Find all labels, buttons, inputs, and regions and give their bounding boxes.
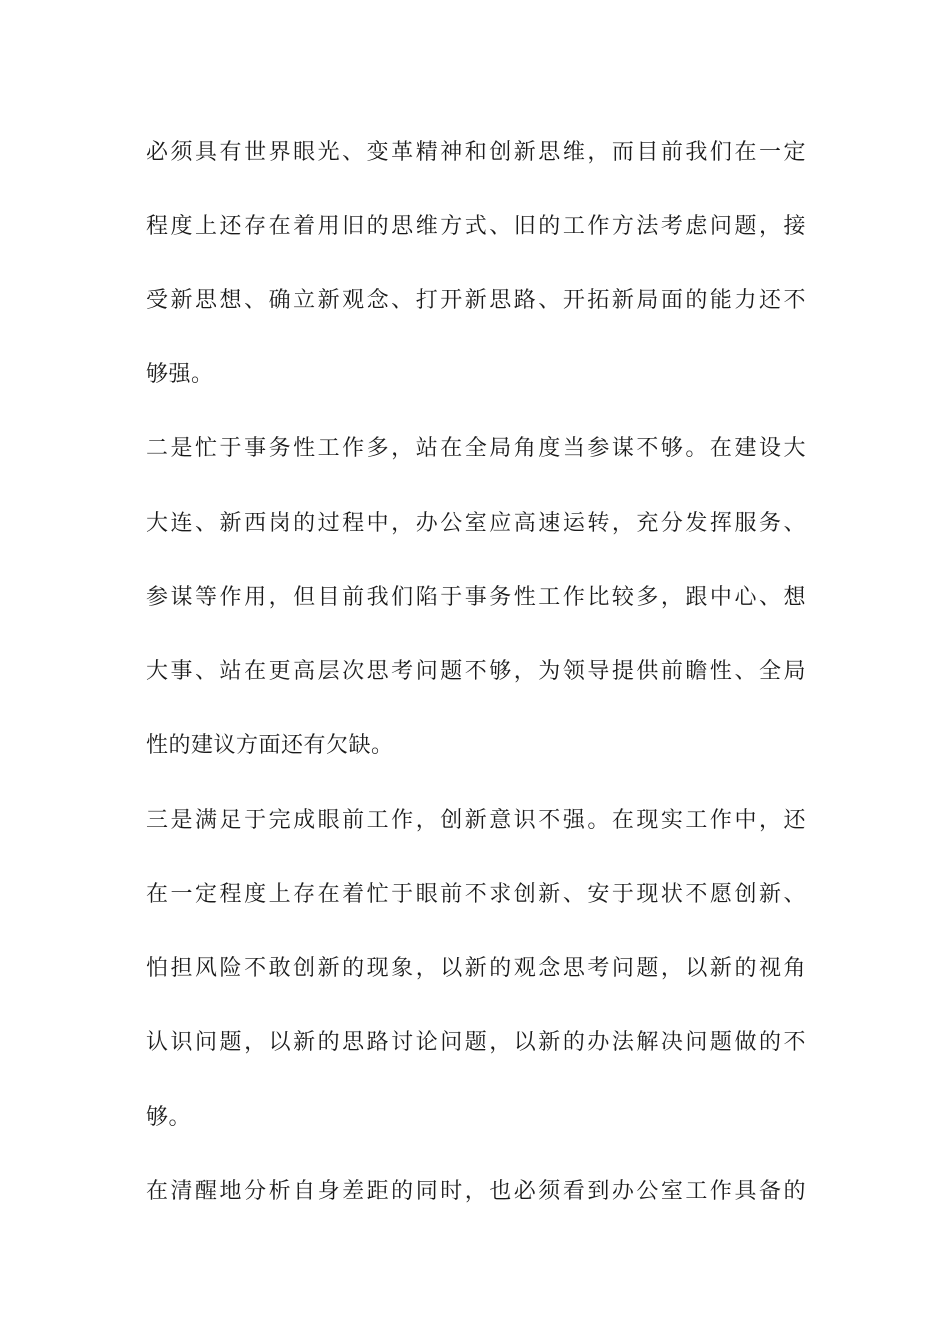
paragraph-line: 三是满足于完成眼前工作，创新意识不强。在现实工作中，还 xyxy=(146,808,806,833)
paragraph-line: 在一定程度上存在着忙于眼前不求创新、安于现状不愿创新、 xyxy=(146,882,806,907)
paragraph-line: 受新思想、确立新观念、打开新思路、开拓新局面的能力还不 xyxy=(146,288,806,313)
paragraph-line: 认识问题，以新的思路讨论问题，以新的办法解决问题做的不 xyxy=(146,1030,806,1055)
paragraph-line: 大连、新西岗的过程中，办公室应高速运转，充分发挥服务、 xyxy=(146,511,806,536)
paragraph-line: 在清醒地分析自身差距的同时，也必须看到办公室工作具备的 xyxy=(146,1179,806,1204)
paragraph-line: 够。 xyxy=(146,1105,192,1130)
paragraph-line: 大事、站在更高层次思考问题不够，为领导提供前瞻性、全局 xyxy=(146,659,806,684)
paragraph-line: 二是忙于事务性工作多，站在全局角度当参谋不够。在建设大 xyxy=(146,436,806,461)
paragraph-line: 程度上还存在着用旧的思维方式、旧的工作方法考虑问题，接 xyxy=(146,214,806,239)
paragraph-line: 性的建议方面还有欠缺。 xyxy=(146,733,394,758)
paragraph-line: 参谋等作用，但目前我们陷于事务性工作比较多，跟中心、想 xyxy=(146,585,806,610)
paragraph-line: 够强。 xyxy=(146,362,214,387)
paragraph-line: 必须具有世界眼光、变革精神和创新思维，而目前我们在一定 xyxy=(146,140,806,165)
paragraph-line: 怕担风险不敢创新的现象，以新的观念思考问题，以新的视角 xyxy=(146,956,806,981)
